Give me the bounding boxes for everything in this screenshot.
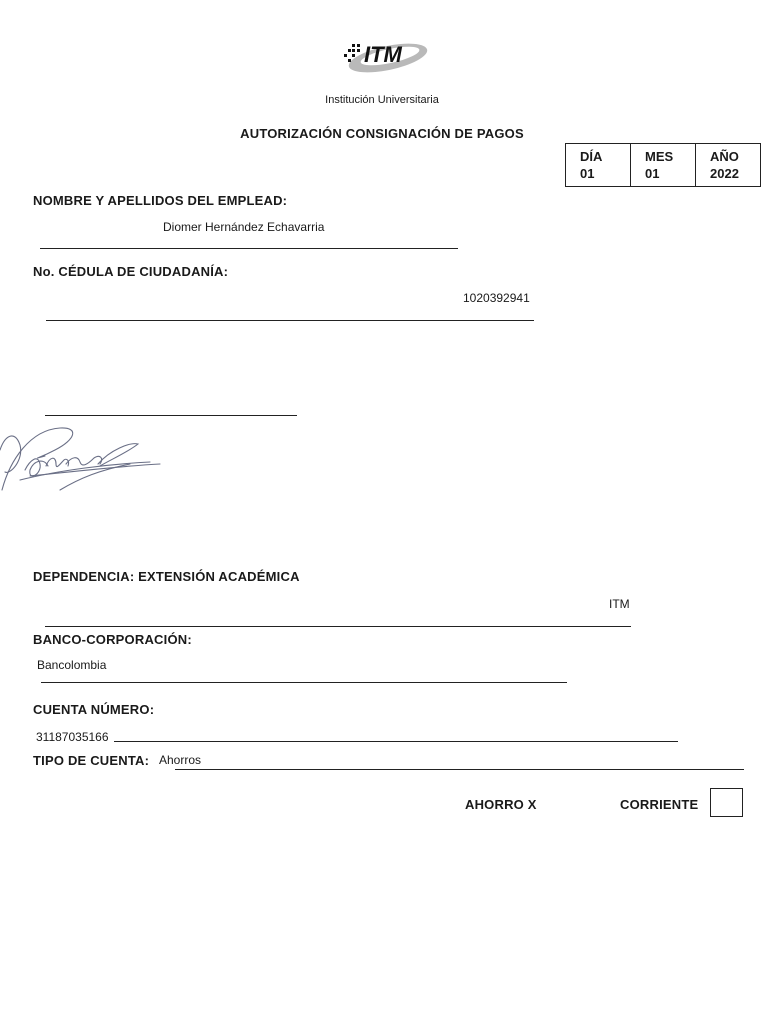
employee-name-underline xyxy=(40,248,458,249)
signature-image xyxy=(0,420,170,500)
id-card-underline xyxy=(46,320,534,321)
employee-name-value: Diomer Hernández Echavarria xyxy=(163,220,325,234)
checking-option-label: CORRIENTE xyxy=(620,797,699,812)
day-cell xyxy=(566,144,631,187)
svg-text:ITM: ITM xyxy=(364,42,402,67)
bank-underline xyxy=(41,682,567,683)
day-value: 01 xyxy=(580,166,595,181)
month-label: MES xyxy=(645,149,674,164)
month-cell xyxy=(631,144,696,187)
account-type-underline xyxy=(175,769,744,770)
id-card-value: 1020392941 xyxy=(463,291,530,305)
id-card-label: No. CÉDULA DE CIUDADANÍA: xyxy=(33,264,229,279)
year-cell xyxy=(696,144,761,187)
institution-subtitle: Institución Universitaria xyxy=(325,94,439,106)
account-number-value: 31187035166 xyxy=(36,730,109,744)
account-number-underline xyxy=(114,741,678,742)
month-value: 01 xyxy=(645,166,660,181)
bank-value: Bancolombia xyxy=(37,658,107,672)
year-value: 2022 xyxy=(710,166,739,181)
account-number-label: CUENTA NÚMERO: xyxy=(33,702,155,717)
date-table xyxy=(565,143,761,187)
employee-name-label: NOMBRE Y APELLIDOS DEL EMPLEAD: xyxy=(33,193,288,208)
year-label: AÑO xyxy=(710,149,739,164)
checking-checkbox[interactable] xyxy=(710,788,743,817)
department-value: ITM xyxy=(609,597,630,611)
savings-option: AHORRO X xyxy=(465,797,537,812)
department-underline xyxy=(45,626,631,627)
document-title: AUTORIZACIÓN CONSIGNACIÓN DE PAGOS xyxy=(240,126,524,141)
signature-line xyxy=(45,415,297,416)
bank-label: BANCO-CORPORACIÓN: xyxy=(33,632,192,647)
account-type-value: Ahorros xyxy=(159,753,202,767)
account-type-label: TIPO DE CUENTA: xyxy=(33,753,150,768)
department-label: DEPENDENCIA: EXTENSIÓN ACADÉMICA xyxy=(33,569,300,584)
day-label: DÍA xyxy=(580,149,603,164)
itm-logo xyxy=(338,32,430,78)
